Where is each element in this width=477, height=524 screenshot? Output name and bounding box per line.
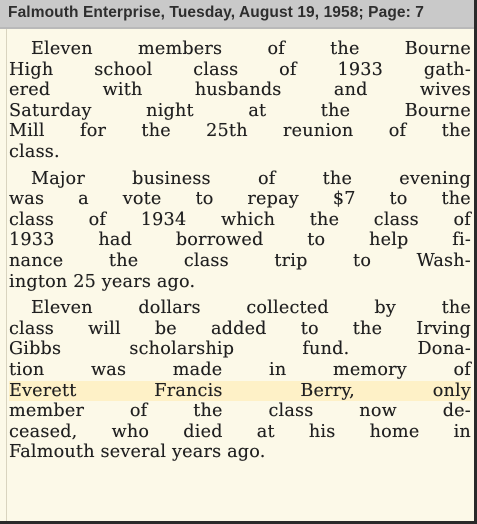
article-line: Falmouth several years ago.: [9, 442, 266, 463]
column-rule: [6, 29, 7, 521]
article-line: Everett Francis Berry, only: [9, 380, 471, 401]
article-line: ington 25 years ago.: [9, 271, 196, 292]
article-line: Saturday night at the Bourne: [9, 100, 471, 121]
article-line: nance the class trip to Wash-: [9, 250, 471, 271]
article-line: class.: [9, 141, 60, 162]
publication-title: Falmouth Enterprise, Tuesday, August 19, 1958: [8, 4, 359, 21]
article-line: Eleven members of the Bourne: [31, 39, 471, 59]
paragraph-1: [9, 39, 471, 163]
article-line: was a vote to repay $7 to the: [9, 189, 471, 210]
header-separator: ;: [358, 4, 369, 21]
article-line: class will be added to the Irving: [9, 318, 471, 339]
article-line: Mill for the 25th reunion of the: [9, 121, 471, 142]
article-line: Gibbs scholarship fund. Dona-: [9, 339, 471, 360]
paragraph-3: [9, 298, 471, 463]
article-line: Eleven dollars collected by the: [31, 298, 471, 319]
paragraph-2: [9, 169, 471, 293]
article-line: ered with husbands and wives: [9, 80, 471, 101]
article-line: ceased, who died at his home in: [9, 421, 471, 442]
page-number: Page: 7: [368, 4, 424, 21]
article-line: 1933 had borrowed to help fi-: [9, 230, 471, 251]
article-body: [9, 39, 471, 469]
article-line: tion was made in memory of: [9, 359, 471, 380]
article-line: High school class of 1933 gath-: [9, 59, 471, 80]
article-line: class of 1934 which the class of: [9, 209, 471, 230]
article-line: Major business of the evening: [31, 168, 471, 189]
page-header: [0, 0, 474, 29]
article-line: member of the class now de-: [9, 401, 471, 422]
